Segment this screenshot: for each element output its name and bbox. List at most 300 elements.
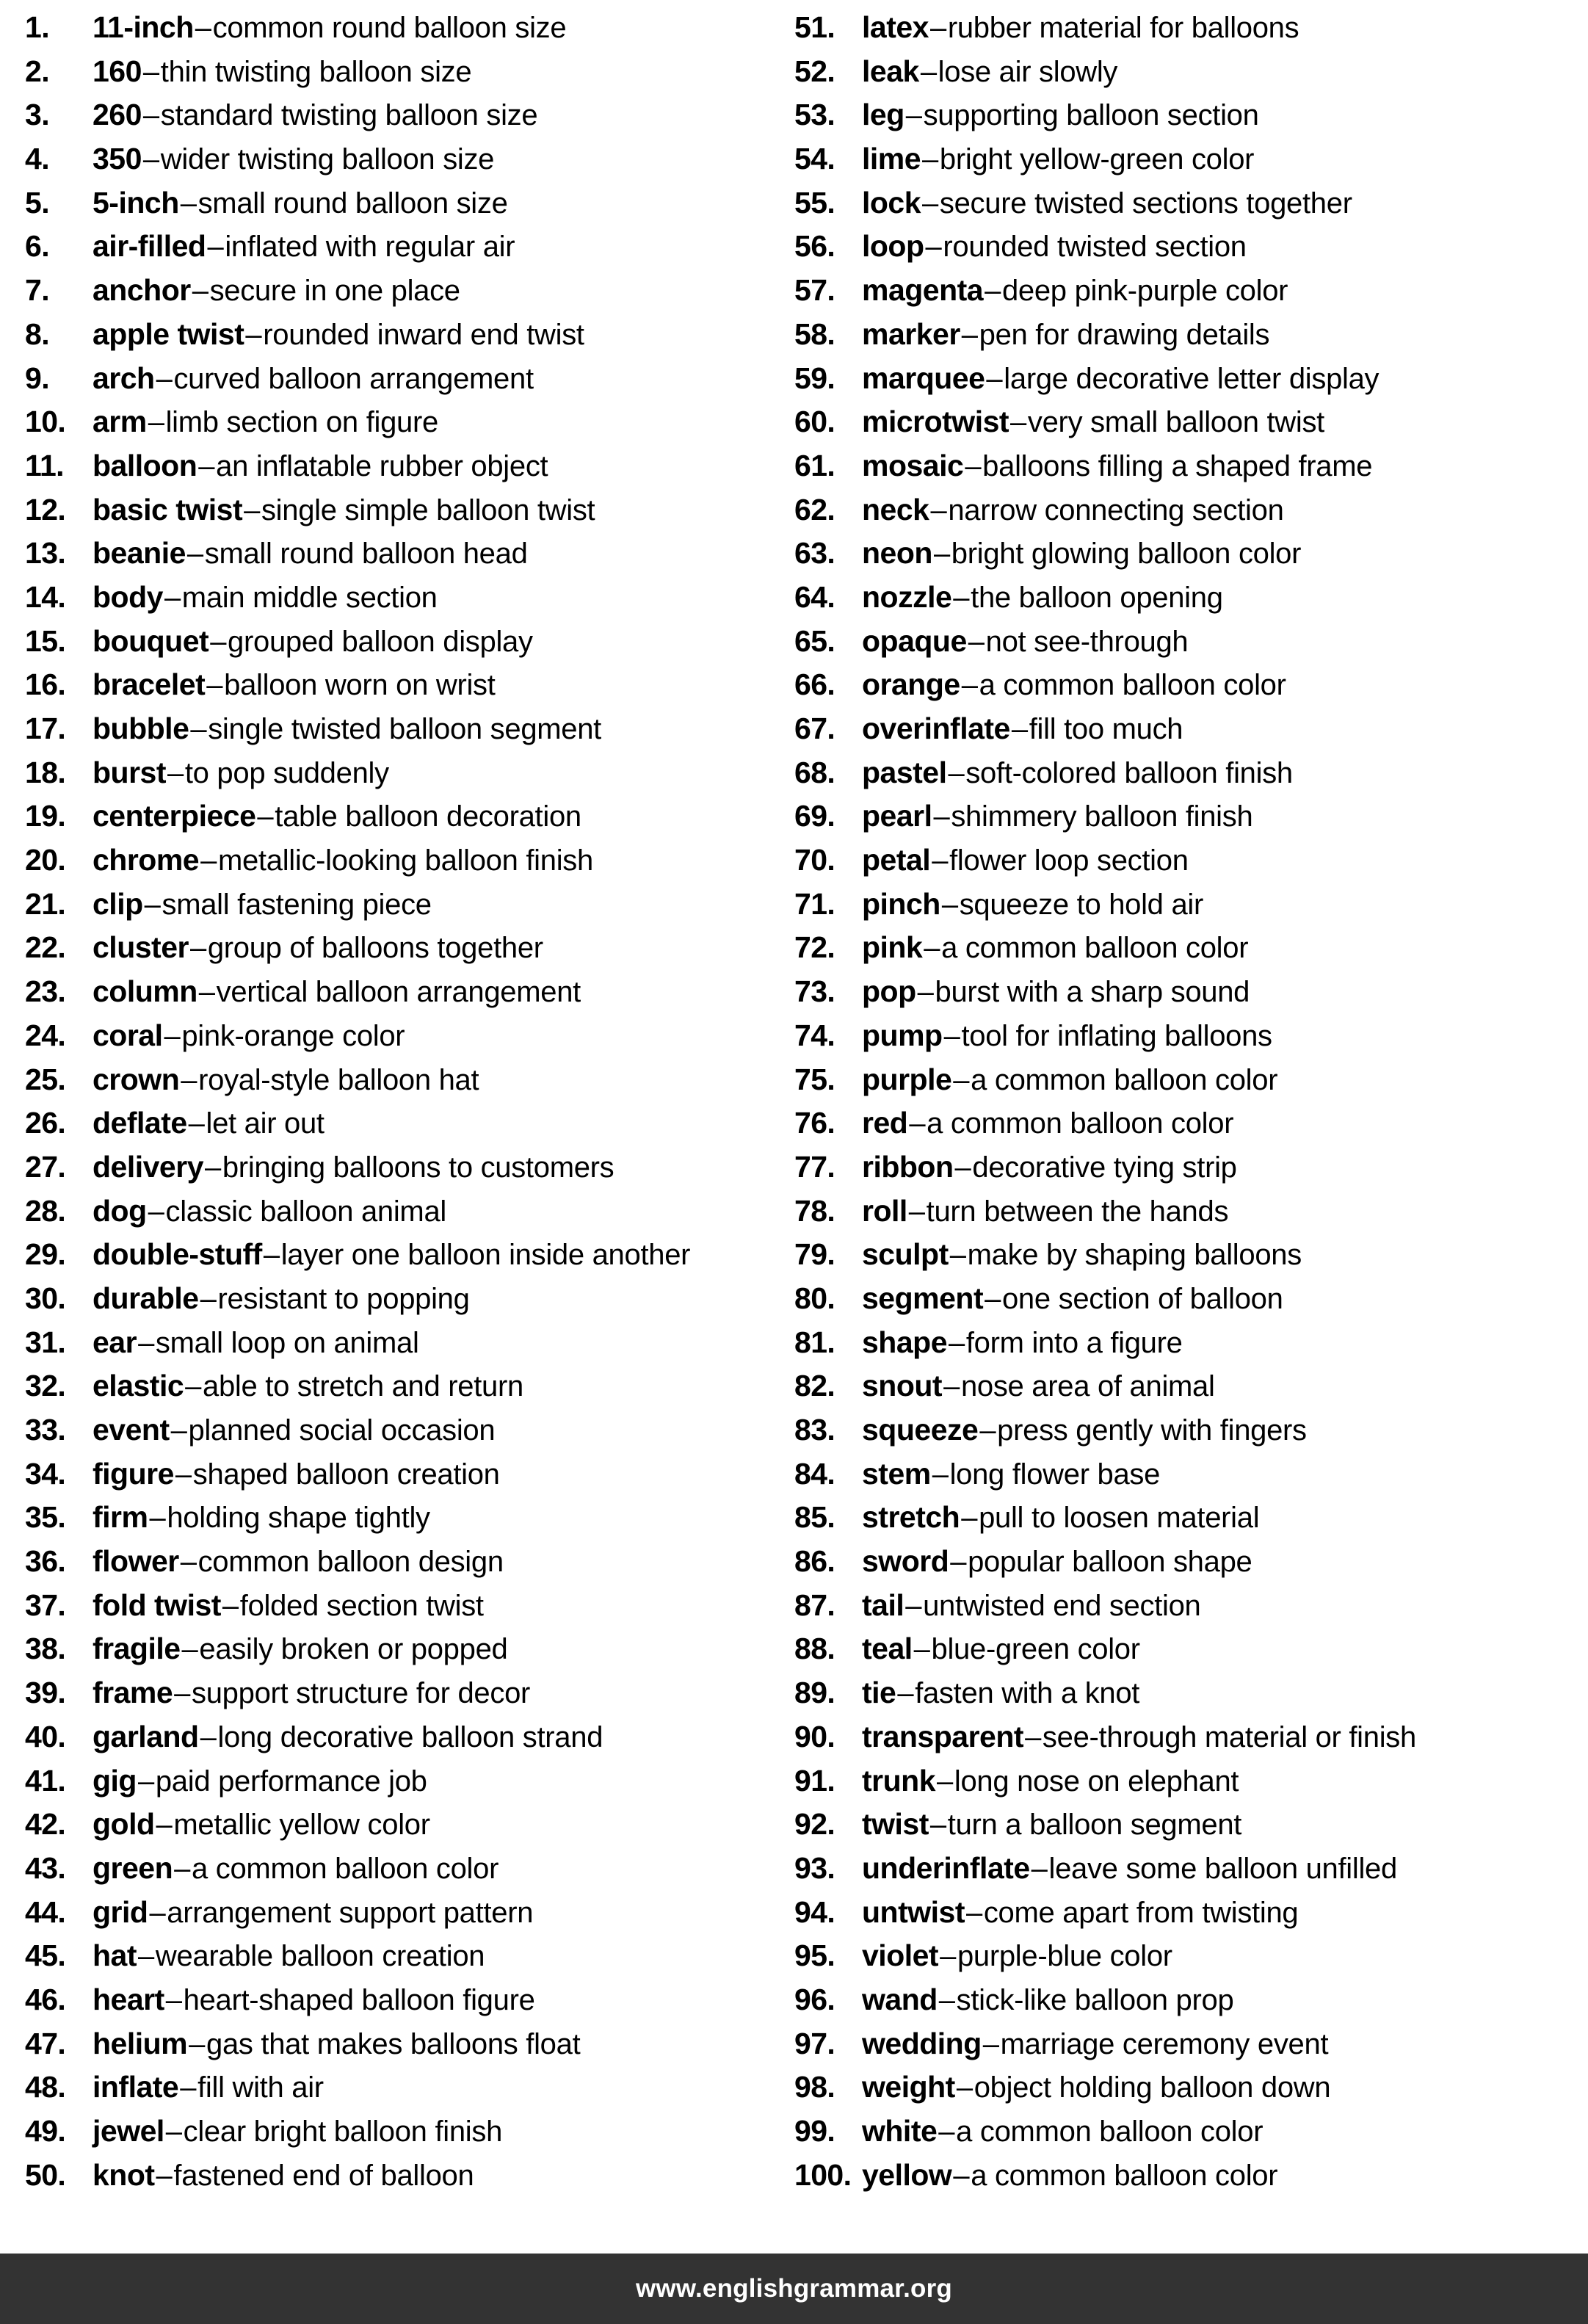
glossary-item-definition: fill with air: [197, 2071, 324, 2104]
glossary-item: [25, 50, 794, 94]
glossary-item-number: 48.: [25, 2070, 66, 2104]
glossary-item: [794, 970, 1587, 1014]
glossary-item-separator: –: [924, 932, 940, 965]
glossary-item-separator: –: [985, 275, 1001, 308]
glossary-item-separator: –: [138, 1940, 154, 1973]
glossary-item-separator: –: [180, 187, 197, 220]
glossary-item-term: microtwist: [862, 405, 1009, 439]
glossary-item-definition: secure in one place: [209, 275, 460, 308]
glossary-item-term: trunk: [862, 1763, 935, 1798]
glossary-item-definition: burst with a sharp sound: [935, 976, 1250, 1009]
glossary-item: [25, 181, 794, 225]
glossary-item: [25, 1759, 794, 1803]
glossary-item: [25, 1058, 794, 1102]
glossary-item-separator: –: [165, 2115, 182, 2148]
glossary-item-number: 41.: [25, 1763, 66, 1798]
glossary-item-term: column: [93, 974, 197, 1009]
glossary-item-number: 26.: [25, 1106, 66, 1140]
glossary-item-term: balloon: [93, 448, 197, 482]
glossary-item-separator: –: [932, 844, 949, 877]
glossary-item-separator: –: [200, 844, 217, 877]
glossary-item-separator: –: [181, 1063, 197, 1096]
glossary-item-separator: –: [244, 493, 260, 526]
glossary-item-term: lime: [862, 142, 921, 176]
glossary-item-term: cluster: [93, 930, 189, 965]
glossary-item-definition: balloon worn on wrist: [224, 669, 496, 702]
glossary-item: [794, 1891, 1587, 1935]
glossary-item-number: 23.: [25, 974, 66, 1009]
glossary-item-definition: thin twisting balloon size: [160, 55, 472, 88]
glossary-item-term: weight: [862, 2070, 955, 2104]
glossary-item-number: 57.: [794, 273, 835, 308]
glossary-item-separator: –: [979, 1414, 996, 1447]
glossary-item-definition: main middle section: [181, 581, 438, 614]
glossary-item-definition: holding shape tightly: [167, 1502, 430, 1535]
glossary-item-definition: a common balloon color: [192, 1852, 499, 1885]
glossary-item-number: 93.: [794, 1850, 835, 1885]
glossary-item: [25, 1715, 794, 1759]
glossary-item: [25, 2110, 794, 2154]
glossary-item-number: 33.: [25, 1413, 66, 1447]
glossary-item-definition: arrangement support pattern: [167, 1896, 534, 1929]
glossary-item: [794, 1715, 1587, 1759]
glossary-item-definition: large decorative letter display: [1004, 362, 1379, 395]
glossary-item-separator: –: [953, 2159, 970, 2192]
footer-website-url[interactable]: www.englishgrammar.org: [636, 2274, 952, 2303]
glossary-item-definition: small round balloon size: [197, 187, 508, 220]
glossary-item-separator: –: [195, 12, 211, 44]
glossary-item-separator: –: [930, 493, 947, 526]
glossary-item: [25, 1540, 794, 1584]
glossary-item-term: neon: [862, 536, 932, 571]
glossary-item-definition: leave some balloon unfilled: [1048, 1852, 1397, 1885]
glossary-item-number: 63.: [794, 536, 835, 571]
glossary-item: [25, 6, 794, 50]
glossary-item-term: garland: [93, 1719, 199, 1753]
glossary-item-separator: –: [164, 581, 181, 614]
glossary-item-number: 76.: [794, 1106, 835, 1140]
glossary-item-number: 56.: [794, 229, 835, 264]
glossary-item-number: 61.: [794, 448, 835, 482]
glossary-item: [794, 269, 1587, 313]
glossary-item: [25, 576, 794, 620]
glossary-item-term: latex: [862, 10, 929, 44]
glossary-item-term: fragile: [93, 1632, 181, 1666]
glossary-item-number: 52.: [794, 54, 835, 88]
glossary-item-separator: –: [929, 1809, 946, 1842]
glossary-item-term: sculpt: [862, 1237, 949, 1272]
glossary-item-definition: narrow connecting section: [948, 493, 1284, 526]
glossary-item-number: 11.: [25, 448, 64, 482]
glossary-item-number: 21.: [25, 886, 66, 921]
glossary-item: [794, 313, 1587, 357]
glossary-item-number: 55.: [794, 185, 835, 220]
glossary-item: [794, 1014, 1587, 1058]
glossary-item-separator: –: [965, 449, 982, 482]
glossary-item-separator: –: [192, 275, 209, 308]
glossary-item-term: 350: [93, 142, 142, 176]
glossary-item: [794, 1540, 1587, 1584]
glossary-item-separator: –: [167, 756, 184, 789]
glossary-item-term: 5-inch: [93, 185, 179, 220]
glossary-item-term: frame: [93, 1676, 173, 1710]
glossary-item-definition: let air out: [206, 1107, 325, 1140]
glossary-item-separator: –: [938, 1983, 955, 2016]
glossary-item-term: ear: [93, 1325, 137, 1359]
glossary-item-separator: –: [941, 888, 958, 921]
glossary-item-separator: –: [925, 231, 942, 264]
glossary-item-term: arm: [93, 405, 147, 439]
glossary-item-definition: common round balloon size: [212, 12, 567, 44]
glossary-item-term: durable: [93, 1281, 199, 1315]
glossary-item: [25, 1364, 794, 1408]
glossary-item-definition: turn a balloon segment: [947, 1809, 1242, 1842]
glossary-item: [794, 488, 1587, 532]
glossary-item-number: 79.: [794, 1237, 835, 1272]
glossary-item-definition: deep pink-purple color: [1001, 275, 1288, 308]
glossary-item: [794, 400, 1587, 444]
glossary-item-term: centerpiece: [93, 799, 256, 833]
glossary-item-separator: –: [965, 1896, 982, 1929]
glossary-item-separator: –: [148, 406, 164, 439]
glossary-item-separator: –: [1025, 1720, 1041, 1753]
glossary-item-separator: –: [137, 1764, 154, 1798]
glossary-item-definition: table balloon decoration: [275, 800, 581, 833]
glossary-item-separator: –: [181, 1633, 198, 1666]
glossary-item-definition: shimmery balloon finish: [951, 800, 1253, 833]
glossary-item-separator: –: [986, 362, 1003, 395]
glossary-item-number: 16.: [25, 667, 66, 702]
glossary-item-number: 96.: [794, 1982, 835, 2016]
glossary-item-separator: –: [149, 1502, 166, 1535]
glossary-item: [25, 2154, 794, 2198]
glossary-item-separator: –: [968, 625, 985, 658]
glossary-item-definition: marriage ceremony event: [1000, 2027, 1329, 2060]
glossary-item-term: heart: [93, 1982, 164, 2016]
glossary-item-definition: folded section twist: [239, 1589, 484, 1622]
glossary-item-number: 90.: [794, 1719, 835, 1753]
glossary-item-number: 1.: [25, 10, 49, 44]
glossary-item-term: deflate: [93, 1106, 187, 1140]
glossary-item-number: 84.: [794, 1456, 835, 1491]
glossary-item-number: 72.: [794, 930, 835, 965]
glossary-item-separator: –: [956, 2071, 973, 2104]
glossary-item-number: 77.: [794, 1149, 835, 1184]
glossary-item-term: beanie: [93, 536, 186, 571]
glossary-item-definition: shaped balloon creation: [192, 1458, 500, 1491]
glossary-item-number: 32.: [25, 1369, 66, 1403]
glossary-item-number: 54.: [794, 142, 835, 176]
glossary-item: [25, 93, 794, 137]
glossary-item-separator: –: [156, 1809, 173, 1842]
glossary-item-definition: long flower base: [949, 1458, 1161, 1491]
glossary-item-number: 4.: [25, 142, 49, 176]
glossary-item-separator: –: [917, 976, 934, 1009]
glossary-item-term: lock: [862, 185, 921, 220]
glossary-item-number: 88.: [794, 1632, 835, 1666]
glossary-item: [25, 620, 794, 664]
glossary-item-separator: –: [948, 756, 965, 789]
glossary-item: [25, 883, 794, 927]
glossary-item-number: 37.: [25, 1588, 66, 1622]
glossary-item: [25, 225, 794, 269]
glossary-item-separator: –: [897, 1677, 914, 1710]
glossary-item-separator: –: [932, 1458, 949, 1491]
glossary-item: [25, 1978, 794, 2022]
glossary-item-number: 81.: [794, 1325, 835, 1359]
glossary-item-separator: –: [940, 1940, 956, 1973]
glossary-item: [794, 1803, 1587, 1847]
glossary-item-term: 260: [93, 98, 142, 132]
glossary-item-separator: –: [953, 1063, 970, 1096]
glossary-item-definition: planned social occasion: [188, 1414, 496, 1447]
glossary-item-term: burst: [93, 755, 166, 789]
glossary-item: [794, 751, 1587, 795]
glossary-item: [794, 663, 1587, 707]
glossary-list-left: [25, 6, 794, 2197]
glossary-item-separator: –: [920, 55, 937, 88]
glossary-item-term: inflate: [93, 2070, 179, 2104]
glossary-item-term: pump: [862, 1018, 943, 1052]
glossary-item-definition: a common balloon color: [927, 1107, 1234, 1140]
glossary-item-number: 94.: [794, 1894, 835, 1929]
glossary-item-term: sword: [862, 1544, 949, 1579]
glossary-item-term: 11-inch: [93, 10, 194, 44]
glossary-item-separator: –: [905, 99, 922, 132]
glossary-item: [794, 1190, 1587, 1234]
glossary-item: [794, 1058, 1587, 1102]
glossary-item-separator: –: [200, 1282, 217, 1315]
glossary-item-term: red: [862, 1106, 908, 1140]
glossary-item-term: tie: [862, 1676, 896, 1710]
glossary-item-number: 38.: [25, 1632, 66, 1666]
glossary-item-definition: secure twisted sections together: [939, 187, 1352, 220]
glossary-item-term: clip: [93, 886, 143, 921]
glossary-item-term: neck: [862, 492, 929, 526]
glossary-item-separator: –: [954, 1151, 971, 1184]
glossary-item: [25, 707, 794, 751]
glossary-item-definition: come apart from twisting: [983, 1896, 1299, 1929]
glossary-column-left: [0, 0, 794, 2197]
glossary-item: [794, 2066, 1587, 2110]
glossary-item-separator: –: [144, 888, 161, 921]
glossary-item-definition: decorative tying strip: [972, 1151, 1237, 1184]
glossary-item: [25, 488, 794, 532]
glossary-item-definition: pen for drawing details: [979, 318, 1270, 351]
glossary-item: [794, 1277, 1587, 1321]
glossary-item: [794, 225, 1587, 269]
glossary-item-number: 35.: [25, 1500, 66, 1535]
glossary-item-number: 44.: [25, 1894, 66, 1929]
glossary-item-term: gig: [93, 1763, 137, 1798]
glossary-item-term: bouquet: [93, 623, 209, 658]
glossary-item-term: bubble: [93, 712, 189, 745]
glossary-item: [794, 2110, 1587, 2154]
glossary-item: [794, 620, 1587, 664]
glossary-item: [25, 1190, 794, 1234]
glossary-item: [25, 1277, 794, 1321]
glossary-item-definition: fasten with a knot: [915, 1677, 1140, 1710]
glossary-item: [25, 313, 794, 357]
glossary-item-separator: –: [198, 449, 215, 482]
glossary-item: [794, 883, 1587, 927]
glossary-item-term: wedding: [862, 2026, 982, 2060]
glossary-item-definition: balloons filling a shaped frame: [982, 449, 1373, 482]
glossary-item-separator: –: [156, 362, 173, 395]
glossary-item-definition: lose air slowly: [938, 55, 1118, 88]
glossary-item: [794, 1452, 1587, 1496]
glossary-item-separator: –: [142, 99, 159, 132]
glossary-item-definition: bright yellow-green color: [939, 143, 1255, 176]
glossary-item: [25, 751, 794, 795]
glossary-item-term: magenta: [862, 273, 984, 308]
glossary-item-term: leg: [862, 98, 904, 132]
glossary-item-definition: pull to loosen material: [979, 1502, 1260, 1535]
glossary-item-number: 17.: [25, 712, 66, 745]
glossary-item-term: loop: [862, 229, 924, 264]
glossary-item-term: shape: [862, 1325, 947, 1359]
glossary-item-definition: standard twisting balloon size: [160, 99, 538, 132]
glossary-item-separator: –: [210, 625, 227, 658]
glossary-item-definition: long decorative balloon strand: [217, 1720, 603, 1753]
glossary-item-definition: rounded twisted section: [943, 231, 1247, 264]
glossary-item-number: 10.: [25, 405, 66, 439]
glossary-item: [794, 1233, 1587, 1277]
glossary-item-separator: –: [985, 1282, 1001, 1315]
glossary-item-number: 43.: [25, 1850, 66, 1885]
glossary-item-definition: blue-green color: [931, 1633, 1140, 1666]
glossary-item: [25, 1014, 794, 1058]
glossary-item-number: 25.: [25, 1062, 66, 1096]
glossary-item-term: transparent: [862, 1719, 1024, 1753]
glossary-item-number: 49.: [25, 2114, 66, 2148]
glossary-item-separator: –: [961, 669, 978, 702]
glossary-item-term: segment: [862, 1281, 984, 1315]
glossary-item-number: 14.: [25, 579, 66, 614]
glossary-item-separator: –: [982, 2027, 999, 2060]
glossary-item-number: 24.: [25, 1018, 66, 1052]
glossary-item-term: stem: [862, 1456, 931, 1491]
glossary-item-term: petal: [862, 843, 931, 877]
glossary-item: [794, 576, 1587, 620]
glossary-item-number: 5.: [25, 185, 49, 220]
glossary-item-separator: –: [149, 1896, 166, 1929]
glossary-item-definition: single twisted balloon segment: [208, 713, 602, 745]
glossary-item-number: 74.: [794, 1018, 835, 1052]
glossary-item-term: pink: [862, 930, 923, 965]
glossary-item-separator: –: [164, 1019, 181, 1052]
glossary-item: [25, 137, 794, 181]
glossary-item-separator: –: [953, 581, 970, 614]
glossary-item-definition: tool for inflating balloons: [961, 1019, 1272, 1052]
glossary-item-separator: –: [170, 1414, 187, 1447]
glossary-item: [25, 357, 794, 401]
glossary-item-number: 47.: [25, 2026, 66, 2060]
glossary-item-definition: see-through material or finish: [1042, 1720, 1416, 1753]
glossary-item-separator: –: [189, 2027, 205, 2060]
glossary-item-number: 20.: [25, 843, 66, 877]
glossary-item-term: double-stuff: [93, 1237, 262, 1272]
glossary-item-separator: –: [933, 800, 950, 833]
glossary-item-separator: –: [205, 1151, 221, 1184]
glossary-item: [25, 532, 794, 576]
glossary-item-number: 67.: [794, 712, 835, 745]
glossary-item-definition: not see-through: [985, 625, 1189, 658]
glossary-item-term: fold twist: [93, 1588, 221, 1622]
glossary-item-definition: fill too much: [1029, 713, 1183, 745]
glossary-item: [794, 181, 1587, 225]
glossary-item-separator: –: [156, 2159, 173, 2192]
glossary-item-term: 160: [93, 54, 142, 88]
glossary-item-number: 100.: [794, 2157, 852, 2192]
glossary-item: [794, 532, 1587, 576]
glossary-item-separator: –: [1010, 406, 1026, 439]
glossary-item-number: 3.: [25, 98, 49, 132]
glossary-item-number: 59.: [794, 361, 835, 395]
glossary-item-number: 28.: [25, 1193, 66, 1228]
glossary-item-term: bracelet: [93, 667, 206, 702]
glossary-item: [25, 1233, 794, 1277]
glossary-item-definition: to pop suddenly: [184, 756, 389, 789]
glossary-item-term: jewel: [93, 2114, 164, 2148]
glossary-item-term: delivery: [93, 1149, 203, 1184]
glossary-item: [25, 794, 794, 839]
glossary-item-definition: wider twisting balloon size: [160, 143, 495, 176]
glossary-item: [25, 926, 794, 970]
glossary-item-definition: a common balloon color: [971, 2159, 1278, 2192]
glossary-item-number: 53.: [794, 98, 835, 132]
glossary-item-term: air-filled: [93, 229, 206, 264]
glossary-item-number: 69.: [794, 799, 835, 833]
glossary-item: [25, 663, 794, 707]
glossary-item-term: wand: [862, 1982, 938, 2016]
glossary-item-term: leak: [862, 54, 919, 88]
glossary-item-number: 7.: [25, 273, 49, 308]
glossary-item-term: mosaic: [862, 448, 964, 482]
glossary-item-definition: able to stretch and return: [203, 1370, 523, 1403]
glossary-item: [794, 839, 1587, 883]
glossary-item-definition: support structure for decor: [192, 1677, 531, 1710]
glossary-item-separator: –: [186, 537, 203, 571]
glossary-item-definition: gas that makes balloons float: [206, 2027, 581, 2060]
glossary-item: [794, 1671, 1587, 1715]
glossary-item-definition: group of balloons together: [207, 932, 543, 965]
glossary-item-definition: a common balloon color: [979, 669, 1286, 702]
glossary-item: [25, 400, 794, 444]
glossary-item-separator: –: [142, 55, 159, 88]
glossary-item: [794, 50, 1587, 94]
glossary-item-definition: classic balloon animal: [165, 1195, 446, 1228]
glossary-item-separator: –: [1031, 1852, 1048, 1885]
glossary-item-definition: heart-shaped balloon figure: [183, 1983, 535, 2016]
glossary-list-right: [794, 6, 1587, 2197]
glossary-item-term: apple twist: [93, 316, 244, 351]
glossary-item-number: 15.: [25, 623, 66, 658]
glossary-item-separator: –: [185, 1370, 202, 1403]
glossary-item-separator: –: [222, 1589, 239, 1622]
glossary-item-separator: –: [206, 669, 223, 702]
glossary-item-definition: royal-style balloon hat: [198, 1063, 479, 1096]
glossary-item-number: 97.: [794, 2026, 835, 2060]
glossary-item: [794, 357, 1587, 401]
glossary-item-term: figure: [93, 1456, 174, 1491]
glossary-item-separator: –: [148, 1195, 164, 1228]
glossary-item-number: 6.: [25, 229, 49, 264]
glossary-item-term: pastel: [862, 755, 947, 789]
glossary-item-term: coral: [93, 1018, 163, 1052]
glossary-item-number: 65.: [794, 623, 835, 658]
glossary-item-definition: a common balloon color: [956, 2115, 1263, 2148]
